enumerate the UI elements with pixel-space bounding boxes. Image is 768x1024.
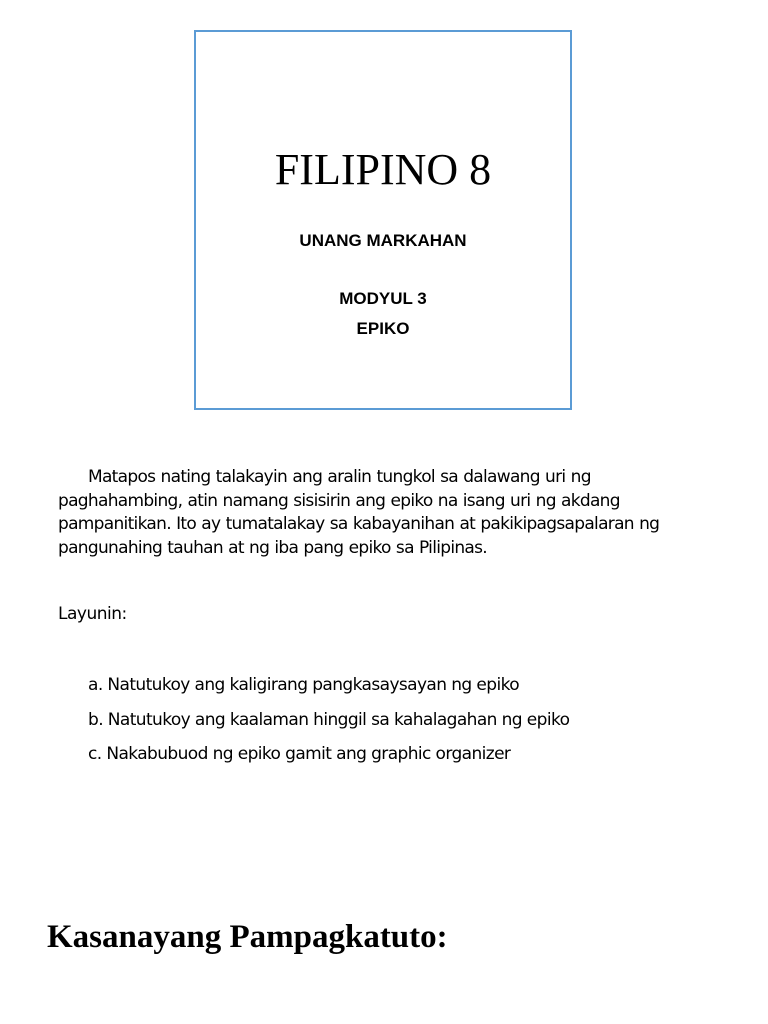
objectives-list — [88, 674, 569, 778]
objective-item: c. Nakabubuod ng epiko gamit ang graphic organizer — [88, 744, 511, 764]
module-label: MODYUL 3 — [339, 289, 427, 308]
quarter-label: UNANG MARKAHAN — [299, 231, 467, 250]
competencies-heading: Kasanayang Pampagkatuto: — [47, 919, 448, 955]
objective-item: b. Natutukoy ang kaalaman hinggil sa kahalagahan ng epiko — [88, 709, 570, 730]
topic-label: EPIKO — [356, 319, 410, 338]
intro-paragraph: Matapos nating talakayin ang aralin tungkol sa dalawang uri ng paghahambing, atin namang sisisirin ang epiko na isang uri ng akdang pampanitikan. Ito ay tumatalakay sa kabayanihan at pakikipagsapalaran ng pangunahing tauhan at ng iba pang epiko sa Pilipinas. — [58, 467, 660, 558]
objective-item: a. Natutukoy ang kaligirang pangkasaysayan ng epiko — [88, 675, 520, 695]
objectives-heading: Layunin: — [58, 604, 127, 624]
cover-title-box — [194, 30, 572, 410]
document-title: FILIPINO 8 — [274, 145, 492, 194]
